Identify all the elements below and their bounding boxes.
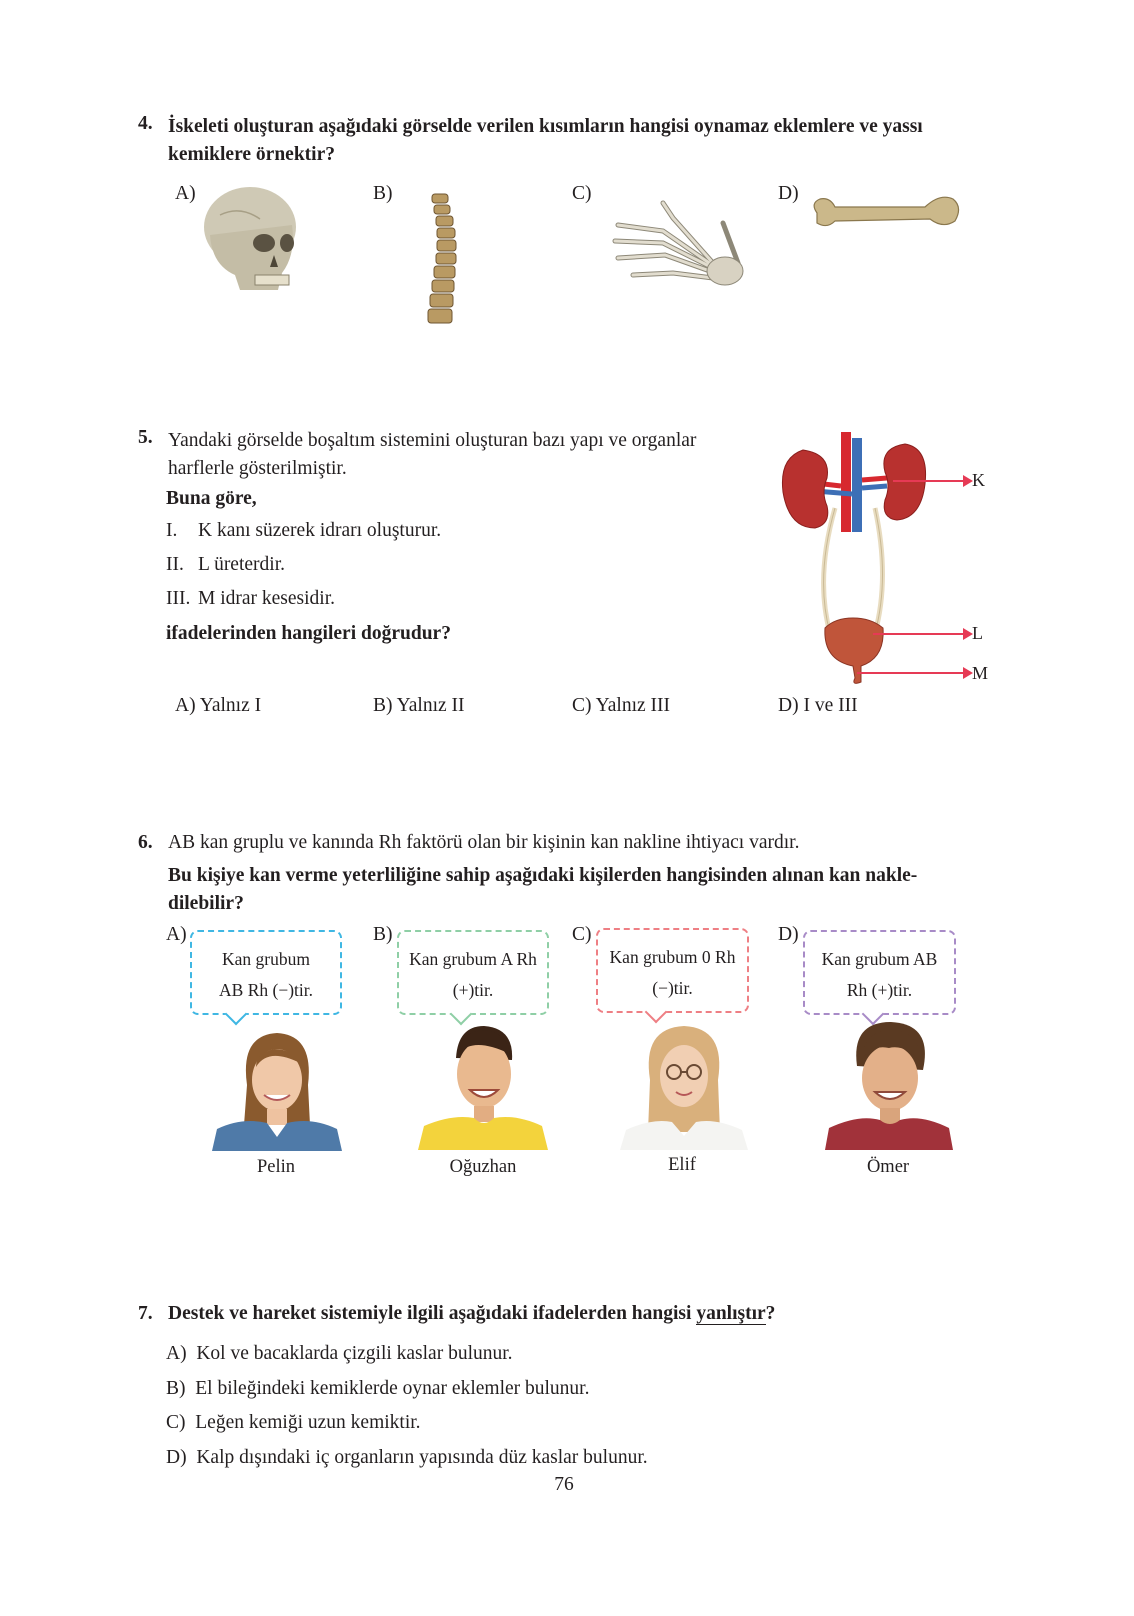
option-b-label[interactable]: B) [373,924,393,945]
urinary-system-diagram [775,428,1005,690]
person-name-elif: Elif [668,1155,696,1175]
question-prompt: Buna göre, [166,488,257,509]
question-text-part: Destek ve hareket sistemiyle ilgili aşağıdaki ifadelerden hangisi [168,1303,697,1324]
bubble-line: (+)tir. [452,980,494,1000]
vertebral-column-image[interactable] [418,190,468,328]
option-b-label[interactable]: B) [373,183,393,204]
question-text-part: ? [765,1303,776,1324]
option-b[interactable]: B) El bileğindeki kemiklerde oynar eklemler bulunur. [166,1378,590,1399]
oguzhan-portrait[interactable] [418,1018,548,1150]
bubble-line: Rh (+)tir. [846,980,913,1000]
question-text-line: Yandaki görselde boşaltım sistemini oluşturan bazı yapı ve organlar [168,430,697,451]
pelin-portrait[interactable] [212,1025,342,1151]
statement-1 [166,520,441,542]
question-stem [168,862,917,918]
question-number: 5. [138,427,153,448]
option-d[interactable]: D) I ve III [778,695,858,716]
question-text-line: Bu kişiye kan verme yeterliliğine sahip aşağıdaki kişilerden hangisinden alınan kan nakle- [168,865,918,886]
speech-bubble-b[interactable] [397,930,549,1015]
speech-bubble-d[interactable] [803,930,956,1015]
statement-roman: I. [166,520,178,541]
statement-text: M idrar kesesidir. [198,588,336,609]
hand-bones-image[interactable] [603,183,748,288]
bubble-line: Kan grubum 0 Rh [609,947,736,967]
underlined-keyword: yanlıştır [696,1303,766,1324]
option-d-label[interactable]: D) [778,183,799,204]
statement-3 [166,588,335,610]
question-stem [168,1303,775,1325]
question-stem: ifadelerinden hangileri doğrudur? [166,623,451,644]
speech-bubble-c[interactable] [596,928,749,1013]
statement-2 [166,554,285,576]
diagram-label-l: L [972,623,983,643]
option-c[interactable]: C) Leğen kemiği uzun kemiktir. [166,1412,421,1433]
question-text-line: dilebilir? [168,893,244,914]
elif-portrait[interactable] [620,1020,748,1150]
diagram-label-m: M [972,663,989,683]
statement-roman: II. [166,554,184,575]
page-number: 76 [554,1474,574,1495]
option-c[interactable]: C) Yalnız III [572,695,671,716]
bubble-line: AB Rh (−)tir. [219,980,313,1000]
diagram-label-k: K [972,470,985,490]
bubble-line: Kan grubum A Rh [409,949,537,969]
statement-roman: III. [166,588,191,609]
option-d[interactable]: D) Kalp dışındaki iç organların yapısında düz kaslar bulunur. [166,1447,648,1468]
option-c-label[interactable]: C) [572,924,592,945]
option-a[interactable]: A) Yalnız I [175,695,262,716]
question-text [168,427,696,483]
option-d-label[interactable]: D) [778,924,799,945]
option-a-label[interactable]: A) [175,183,196,204]
statement-text: K kanı süzerek idrarı oluşturur. [198,520,442,541]
person-name-omer: Ömer [866,1157,910,1177]
question-text-line: kemiklere örnektir? [168,144,335,165]
bubble-line: Kan grubum [222,949,310,969]
option-b[interactable]: B) Yalnız II [373,695,465,716]
question-number: 4. [138,113,153,134]
option-c-label[interactable]: C) [572,183,592,204]
option-a-label[interactable]: A) [166,924,187,945]
question-text-line: İskeleti oluşturan aşağıdaki görselde verilen kısımların hangisi oynamaz eklemlere ve yassı [168,116,923,137]
person-name-pelin: Pelin [256,1157,296,1177]
question-number: 7. [138,1303,153,1324]
skull-image[interactable] [200,185,300,295]
bubble-tail [225,1003,248,1026]
question-text-line: harflerle gösterilmiştir. [168,458,347,479]
question-intro: AB kan gruplu ve kanında Rh faktörü olan bir kişinin kan nakline ihtiyacı vardır. [168,832,800,853]
option-a[interactable]: A) Kol ve bacaklarda çizgili kaslar bulunur. [166,1343,513,1364]
femur-image[interactable] [805,185,965,235]
question-text [168,113,923,169]
bubble-line: (−)tir. [652,978,693,998]
person-name-oguzhan: Oğuzhan [449,1157,517,1177]
omer-portrait[interactable] [825,1018,953,1150]
speech-bubble-a[interactable] [190,930,342,1015]
question-number: 6. [138,832,153,853]
statement-text: L üreterdir. [198,554,285,575]
bubble-line: Kan grubum AB [821,949,938,969]
